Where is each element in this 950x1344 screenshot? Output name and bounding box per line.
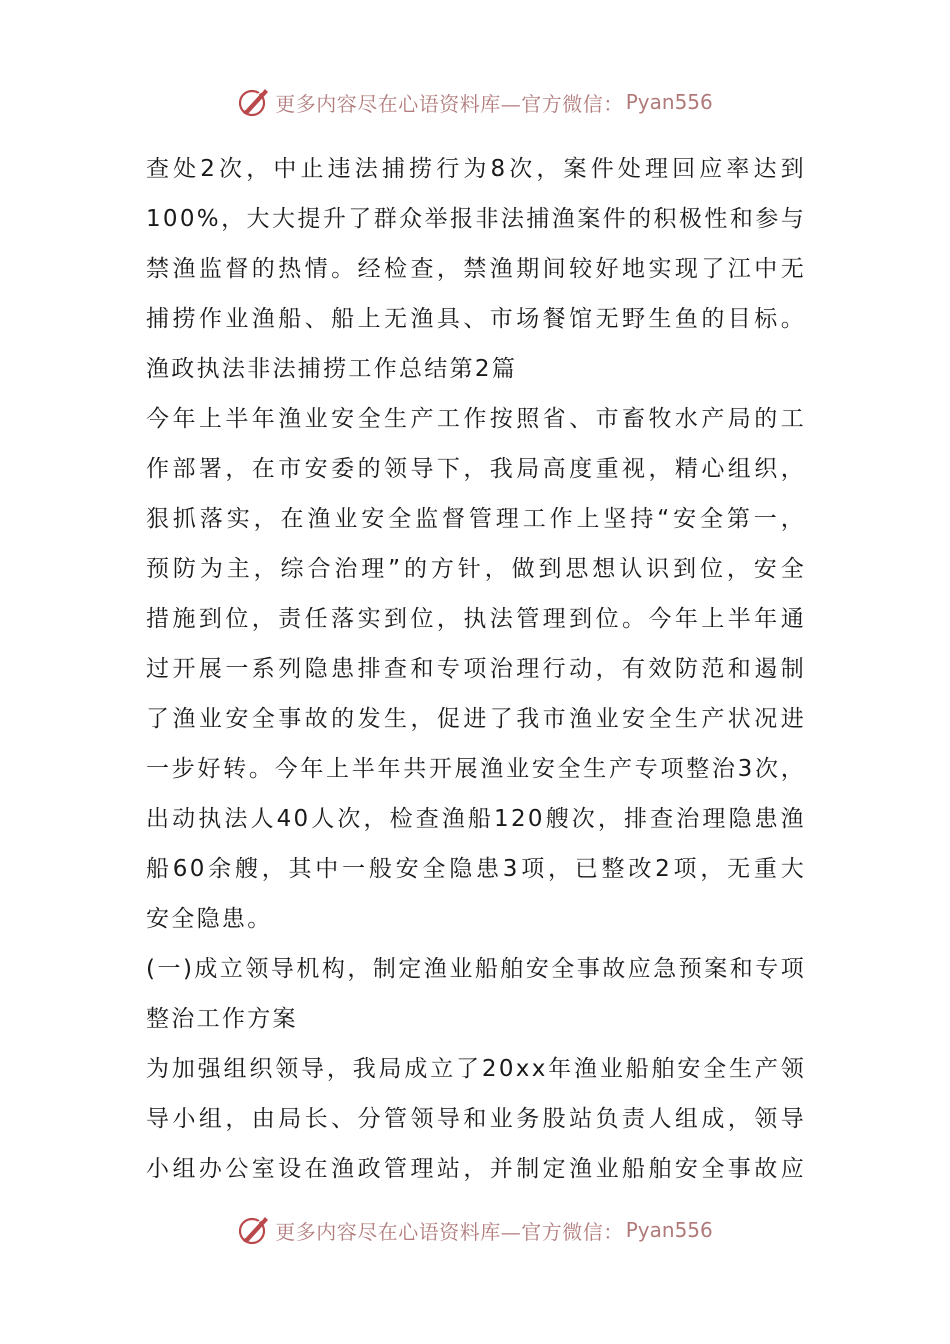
- text-line: 安全隐患。: [146, 906, 273, 932]
- text-line: 措施到位，责任落实到位，执法管理到位。今年上半年通: [146, 606, 806, 632]
- header-banner: [0, 82, 950, 122]
- text-line: 捕捞作业渔船、船上无渔具、市场餐馆无野生鱼的目标。: [146, 306, 806, 332]
- section-heading: 渔政执法非法捕捞工作总结第2篇: [146, 356, 518, 382]
- text-line: 今年上半年渔业安全生产工作按照省、市畜牧水产局的工: [146, 406, 806, 432]
- text-line: 过开展一系列隐患排查和专项治理行动，有效防范和遏制: [146, 656, 806, 682]
- subsection-heading: (一)成立领导机构，制定渔业船舶安全事故应急预案和专项: [146, 956, 806, 982]
- text-line: 为加强组织领导，我局成立了20xx年渔业船舶安全生产领: [146, 1056, 806, 1082]
- footer-banner: [0, 1210, 950, 1250]
- text-line: 100%，大大提升了群众举报非法捕渔案件的积极性和参与: [146, 206, 806, 232]
- text-line: 作部署，在市安委的领导下，我局高度重视，精心组织，: [146, 456, 806, 482]
- text-line: 查处2次，中止违法捕捞行为8次，案件处理回应率达到: [146, 156, 806, 182]
- banner-text: 更多内容尽在心语资料库—官方微信：: [275, 91, 624, 116]
- text-line: 一步好转。今年上半年共开展渔业安全生产专项整治3次，: [146, 756, 806, 782]
- text-line: 导小组，由局长、分管领导和业务股站负责人组成，领导: [146, 1106, 806, 1132]
- banner-text: 更多内容尽在心语资料库—官方微信：: [275, 1219, 624, 1244]
- text-line: 了渔业安全事故的发生，促进了我市渔业安全生产状况进: [146, 706, 806, 732]
- text-line: 预防为主，综合治理”的方针，做到思想认识到位，安全: [146, 556, 806, 582]
- text-line: 狠抓落实，在渔业安全监督管理工作上坚持“安全第一，: [146, 506, 806, 532]
- text-line: 出动执法人40人次，检查渔船120艘次，排查治理隐患渔: [146, 806, 806, 832]
- text-line: 船60余艘，其中一般安全隐患3项，已整改2项，无重大: [146, 856, 806, 882]
- document-body: [146, 144, 806, 1194]
- quill-seal-icon: [237, 85, 271, 119]
- subsection-heading: 整治工作方案: [146, 1006, 298, 1032]
- wechat-id: Pyan556: [625, 1218, 713, 1242]
- text-line: 小组办公室设在渔政管理站，并制定渔业船舶安全事故应: [146, 1156, 806, 1182]
- wechat-id: Pyan556: [625, 90, 713, 114]
- quill-seal-icon: [237, 1213, 271, 1247]
- text-line: 禁渔监督的热情。经检查，禁渔期间较好地实现了江中无: [146, 256, 806, 282]
